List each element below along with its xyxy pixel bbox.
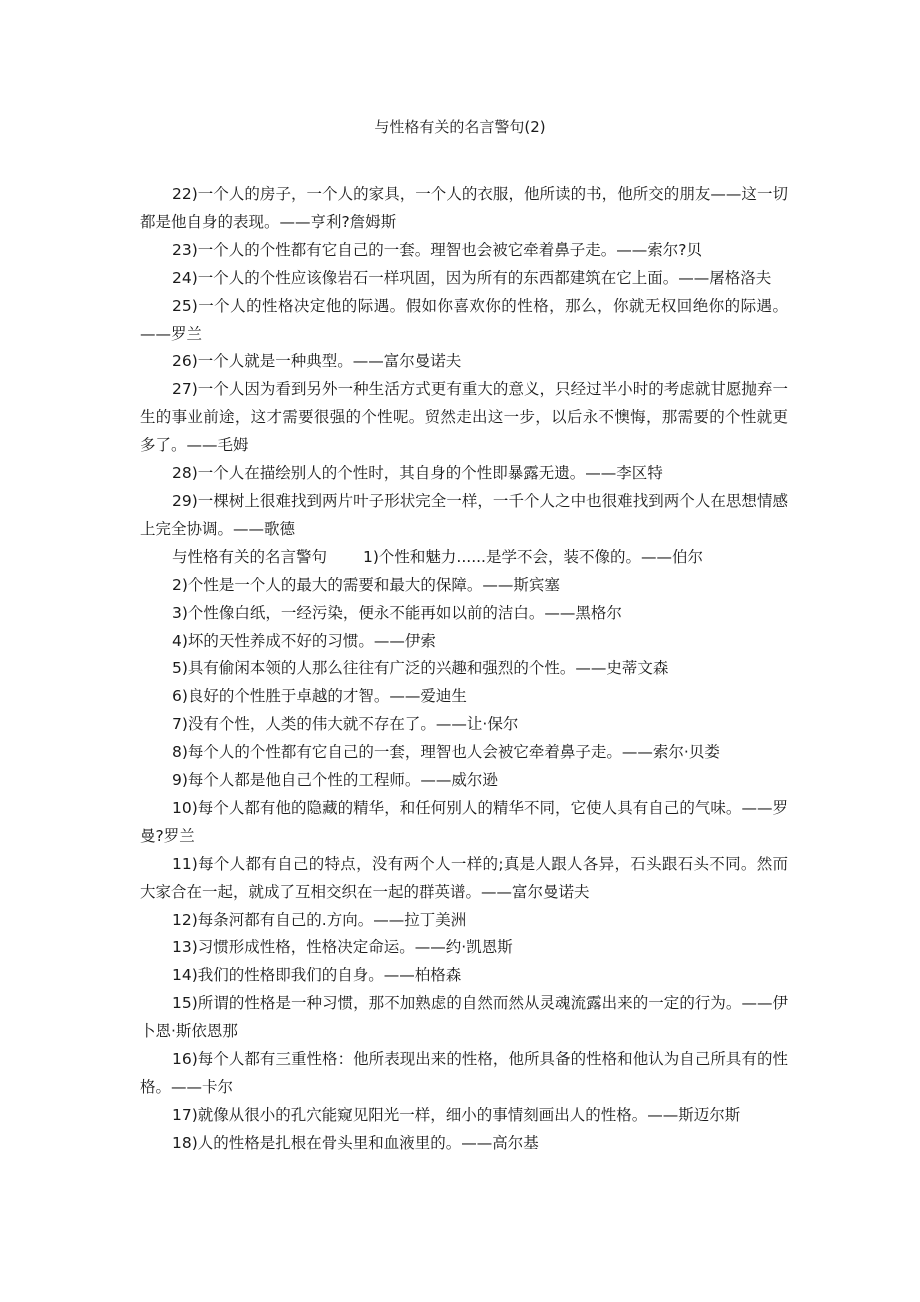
quote-paragraph: 26)一个人就是一种典型。——富尔曼诺夫 bbox=[172, 352, 462, 371]
quote-list-part-1 bbox=[140, 181, 788, 544]
quote-paragraph: 17)就像从很小的孔穴能窥见阳光一样，细小的事情刻画出人的性格。——斯迈尔斯 bbox=[172, 1105, 741, 1124]
quote-paragraph: 14)我们的性格即我们的自身。——柏格森 bbox=[172, 966, 462, 985]
quote-paragraph: 7)没有个性，人类的伟大就不存在了。——让·保尔 bbox=[172, 715, 519, 734]
section-heading: 与性格有关的名言警句 bbox=[172, 547, 328, 566]
quote-paragraph: 9)每个人都是他自己个性的工程师。——威尔逊 bbox=[172, 771, 498, 790]
quote-paragraph: 18)人的性格是扎根在骨头里和血液里的。——高尔基 bbox=[172, 1133, 539, 1152]
quote-paragraph: 3)个性像白纸，一经污染，便永不能再如以前的洁白。——黑格尔 bbox=[172, 603, 622, 622]
quote-paragraph: 8)每个人的个性都有它自己的一套，理智也人会被它牵着鼻子走。——索尔·贝娄 bbox=[172, 743, 720, 762]
quote-list-part-2 bbox=[140, 572, 788, 1158]
document-body bbox=[140, 181, 788, 1158]
quote-paragraph: 25)一个人的性格决定他的际遇。假如你喜欢你的性格，那么，你就无权回绝你的际遇。——罗兰 bbox=[140, 296, 788, 343]
quote-paragraph: 24)一个人的个性应该像岩石一样巩固，因为所有的东西都建筑在它上面。——屠格洛夫 bbox=[172, 268, 772, 287]
quote-paragraph: 16)每个人都有三重性格：他所表现出来的性格，他所具备的性格和他认为自己所具有的性格。——卡尔 bbox=[140, 1050, 788, 1096]
quote-paragraph: 1)个性和魅力......是学不会，装不像的。——伯尔 bbox=[363, 547, 703, 566]
quote-paragraph: 22)一个人的房子，一个人的家具，一个人的衣服，他所读的书，他所交的朋友——这一切都是他自身的表现。——亨利?詹姆斯 bbox=[140, 185, 788, 231]
quote-paragraph: 13)习惯形成性格，性格决定命运。——约·凯恩斯 bbox=[172, 938, 513, 957]
document-title: 与性格有关的名言警句(2) bbox=[374, 118, 546, 136]
quote-paragraph: 2)个性是一个人的最大的需要和最大的保障。——斯宾塞 bbox=[172, 575, 560, 594]
quote-paragraph: 15)所谓的性格是一种习惯，那不加熟虑的自然而然从灵魂流露出来的一定的行为。——伊卜恩·斯依恩那 bbox=[140, 994, 788, 1041]
quote-paragraph: 4)坏的天性养成不好的习惯。——伊索 bbox=[172, 631, 436, 650]
section-heading-line bbox=[140, 544, 788, 572]
quote-paragraph: 12)每条河都有自己的.方向。——拉丁美洲 bbox=[172, 910, 467, 929]
quote-paragraph: 23)一个人的个性都有它自己的一套。理智也会被它牵着鼻子走。——索尔?贝 bbox=[172, 240, 702, 259]
quote-paragraph: 6)良好的个性胜于卓越的才智。——爱迪生 bbox=[172, 687, 467, 706]
quote-paragraph: 28)一个人在描绘别人的个性时，其自身的个性即暴露无遗。——李区特 bbox=[172, 464, 663, 483]
quote-paragraph: 29)一棵树上很难找到两片叶子形状完全一样，一千个人之中也很难找到两个人在思想情感上完全协调。——歌德 bbox=[140, 491, 788, 538]
quote-paragraph: 27)一个人因为看到另外一种生活方式更有重大的意义，只经过半小时的考虑就甘愿抛弃一生的事业前途，这才需要很强的个性呢。贸然走出这一步，以后永不懊悔，那需要的个性就更多了。——毛姆 bbox=[140, 380, 788, 455]
quote-paragraph: 10)每个人都有他的隐藏的精华，和任何别人的精华不同，它使人具有自己的气味。——罗曼?罗兰 bbox=[140, 798, 788, 845]
quote-paragraph: 11)每个人都有自己的特点，没有两个人一样的;真是人跟人各异，石头跟石头不同。然而大家合在一起，就成了互相交织在一起的群英谱。——富尔曼诺夫 bbox=[140, 854, 788, 901]
quote-paragraph: 5)具有偷闲本领的人那么往往有广泛的兴趣和强烈的个性。——史蒂文森 bbox=[172, 659, 669, 678]
